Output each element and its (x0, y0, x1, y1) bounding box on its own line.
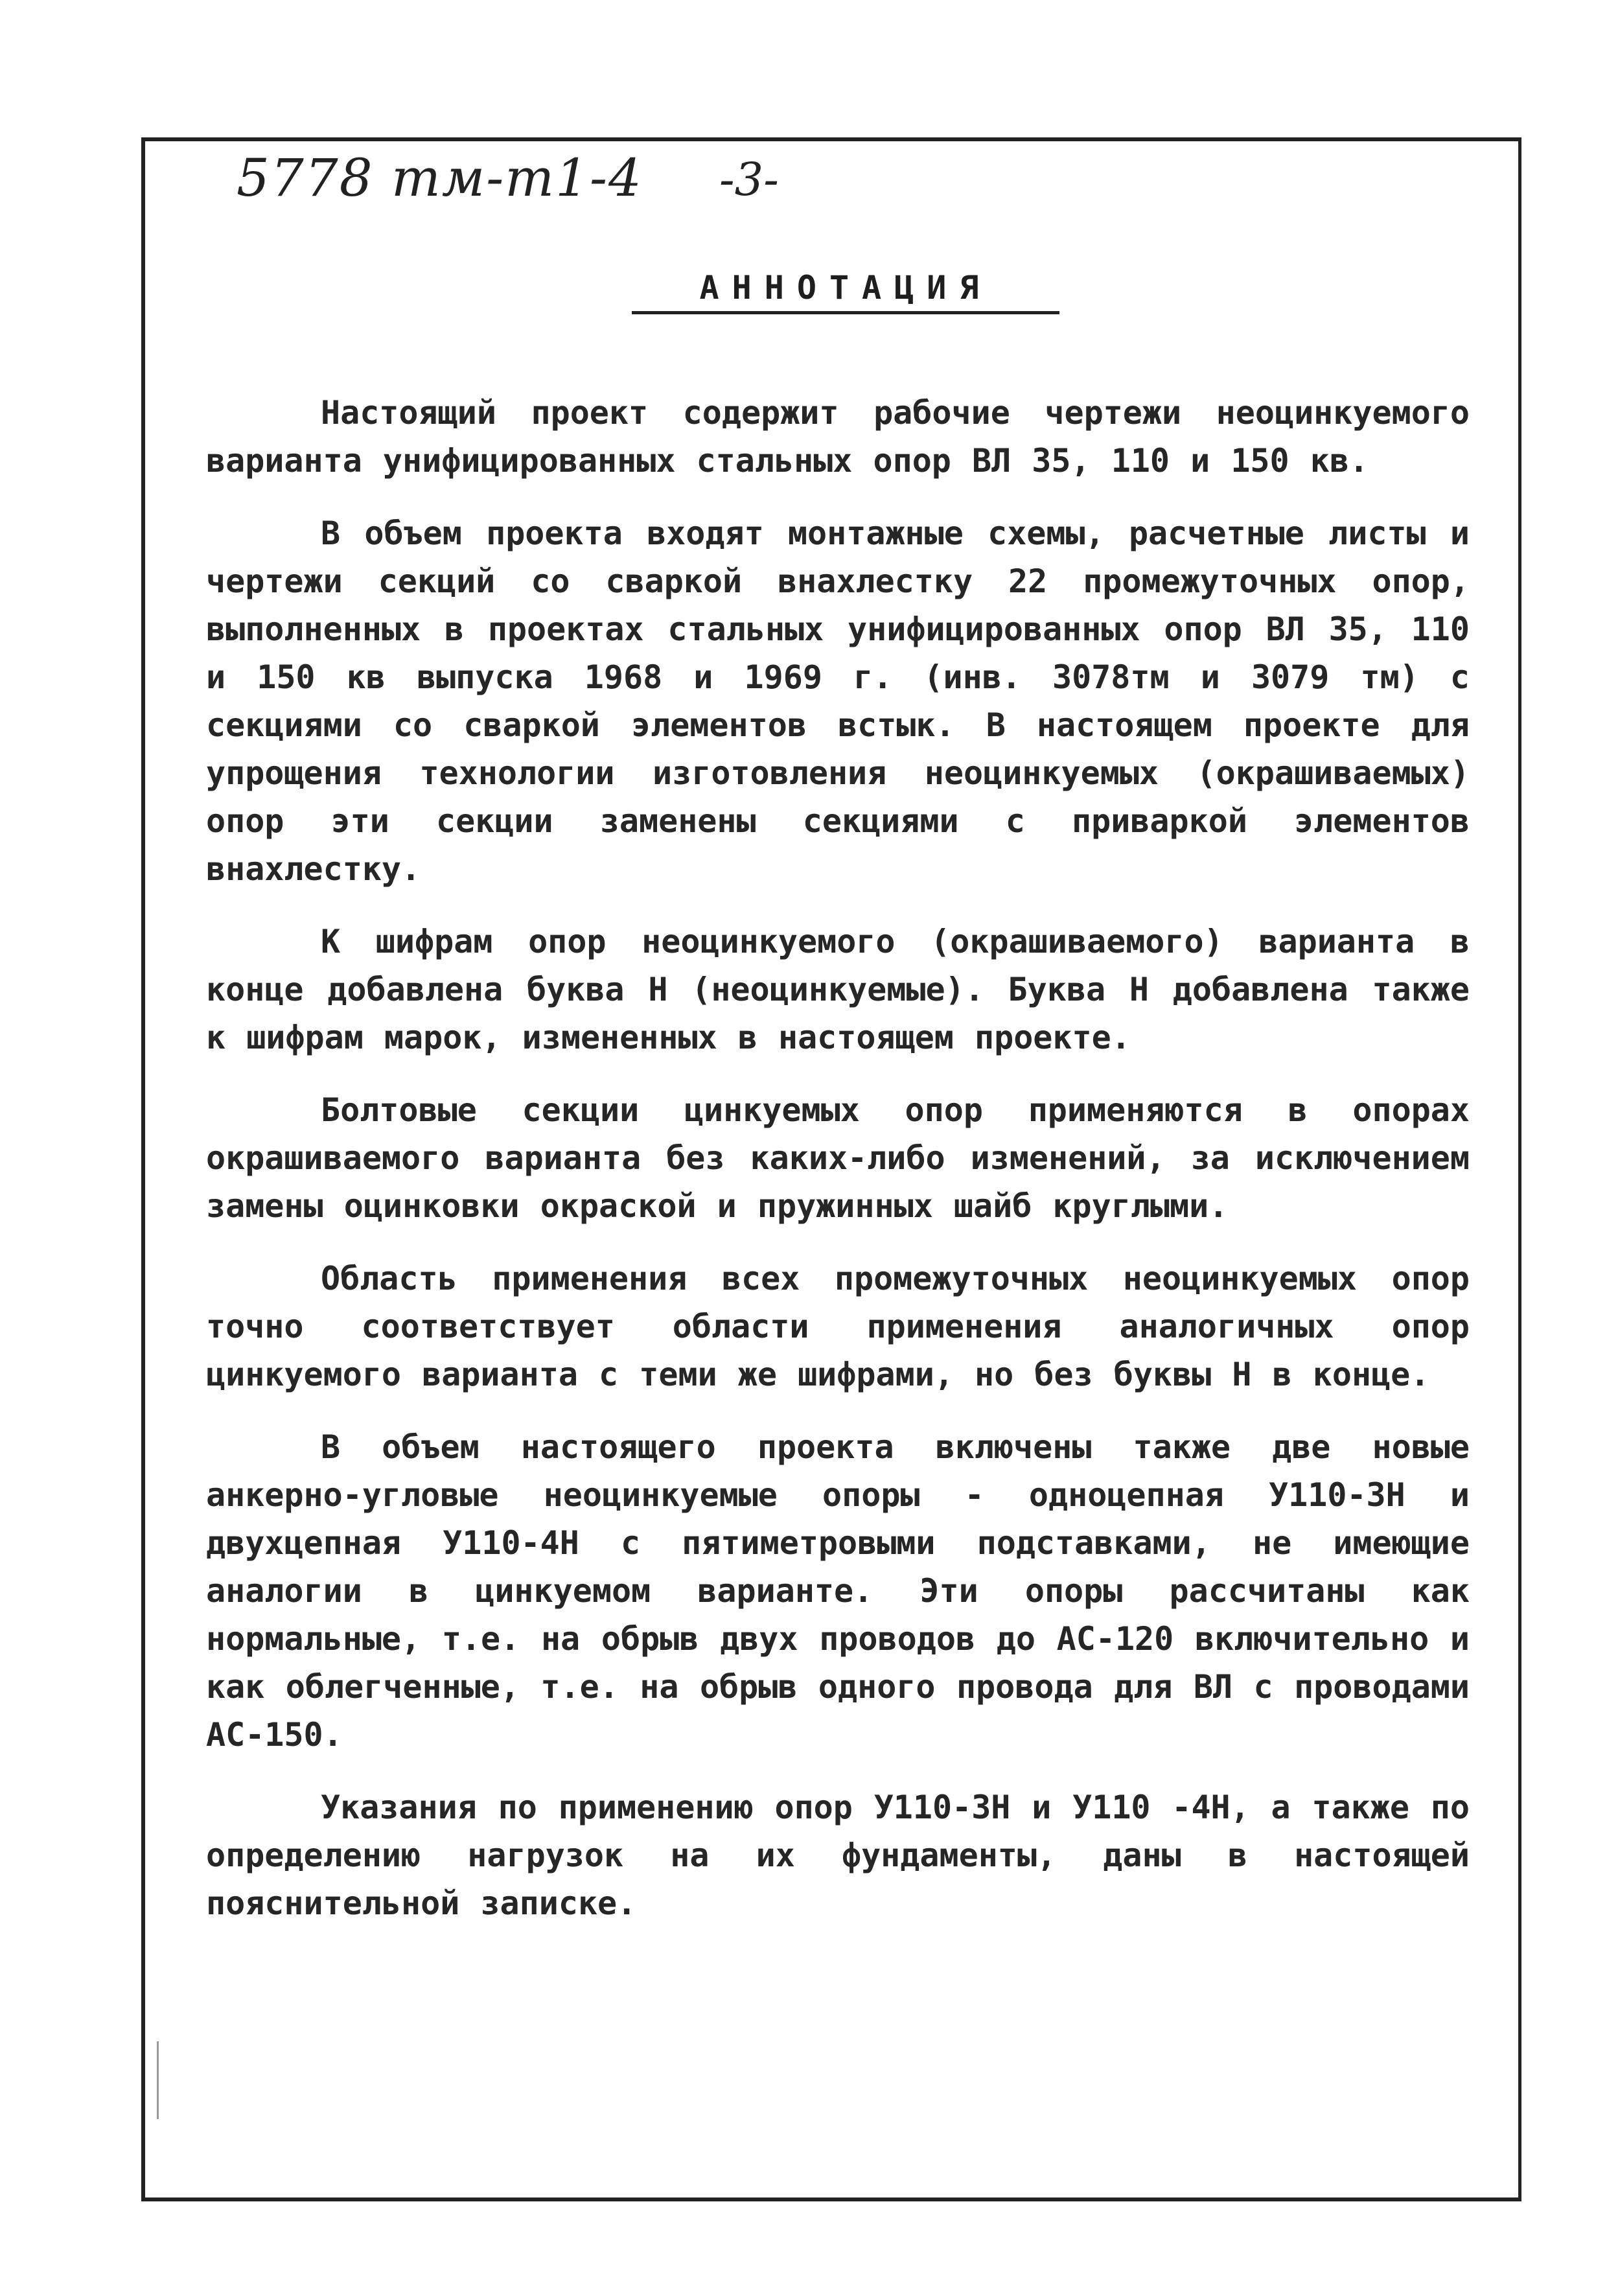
page-number: -3- (719, 153, 779, 206)
margin-scan-mark (157, 2041, 159, 2119)
paragraph: К шифрам опор неоцинкуемого (окрашиваемого) варианта в конце добавлена буква Н (неоцинкуемые). Буква Н добавлена также к шифрам марок, измененных в настоящем проекте. (206, 923, 1470, 1056)
paragraph: Область применения всех промежуточных неоцинкуемых опор точно соответствует области применения аналогичных опор цинкуемого варианта с теми же шифрами, но без буквы Н в конце. (206, 1260, 1470, 1393)
annotation-body (206, 389, 1470, 1952)
title-underline (632, 311, 1059, 314)
paragraph: В объем проекта входят монтажные схемы, расчетные листы и чертежи секций со сваркой внахлестку 22 промежуточных опор, выполненных в проектах стальных унифицированных опор ВЛ 35, 110 и 150 кв выпуска 1968 и 1969 г. (инв. 3078тм и 3079 тм) с секциями со сваркой элементов встык. В настоящем проекте для упрощения технологии изготовления неоцинкуемых (окрашиваемых) опор эти секции заменены секциями с приваркой элементов внахлестку. (206, 515, 1470, 888)
paragraph: В объем настоящего проекта включены также две новые анкерно-угловые неоцинкуемые опоры - одноцепная У110-3Н и двухцепная У110-4Н с пятиметровыми подставками, не имеющие аналогии в цинкуемом варианте. Эти опоры рассчитаны как нормальные, т.е. на обрыв двух проводов до АС-120 включительно и как облегченные, т.е. на обрыв одного провода для ВЛ с проводами АС-150. (206, 1428, 1470, 1754)
paragraph: Указания по применению опор У110-3Н и У110 -4Н, а также по определению нагрузок на их фундаменты, даны в настоящей пояснительной записке. (206, 1789, 1470, 1922)
document-code: 5778 тм-т1-4 (237, 148, 643, 208)
paragraph: Болтовые секции цинкуемых опор применяются в опорах окрашиваемого варианта без каких-либо изменений, за исключением замены оцинковки окраской и пружинных шайб круглыми. (206, 1091, 1470, 1225)
page-title: АННОТАЦИЯ (699, 269, 992, 307)
paragraph: Настоящий проект содержит рабочие чертежи неоцинкуемого варианта унифицированных стальных опор ВЛ 35, 110 и 150 кв. (206, 394, 1470, 480)
